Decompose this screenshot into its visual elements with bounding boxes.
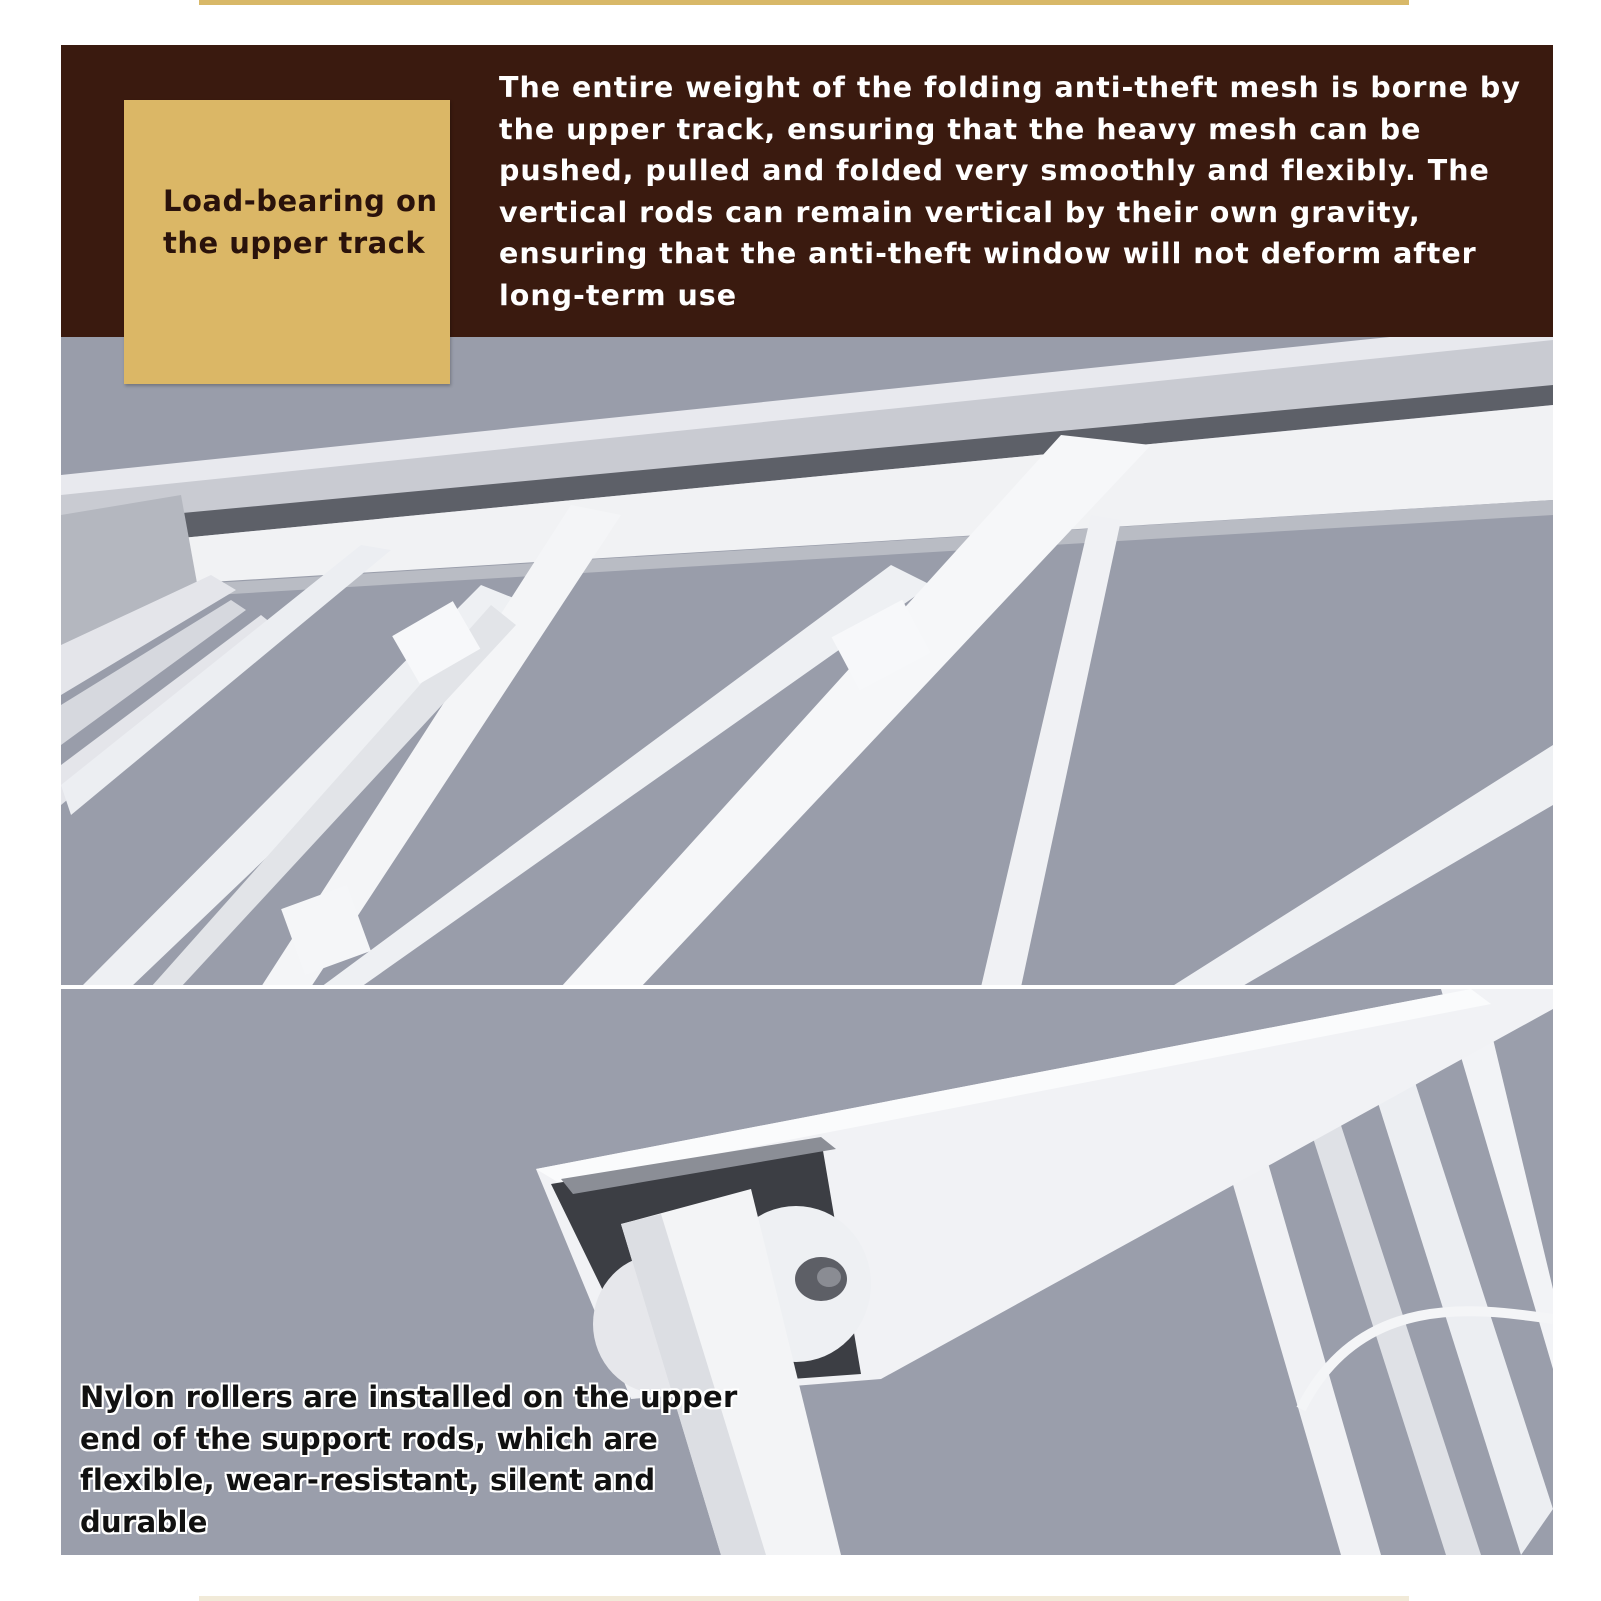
top-accent-rule: [199, 0, 1409, 5]
upper-track-panel: [61, 45, 1553, 987]
bottom-accent-rule: [199, 1596, 1409, 1601]
roller-panel: [61, 989, 1553, 1555]
label-box: [124, 100, 450, 384]
label-box-title: Load-bearing on the upper track: [163, 184, 438, 260]
upper-track-description: The entire weight of the folding anti-theft mesh is borne by the upper track, ensuring that the heavy mesh can be pushed, pulled and folded very smoothly and flexibly. The vertical rods can remain vertical by their own gravity, ensuring that the anti-theft window will not deform after long-term use: [499, 71, 1521, 312]
roller-caption: Nylon rollers are installed on the upper end of the support rods, which are flexible, wear-resistant, silent and durable: [80, 1380, 738, 1539]
